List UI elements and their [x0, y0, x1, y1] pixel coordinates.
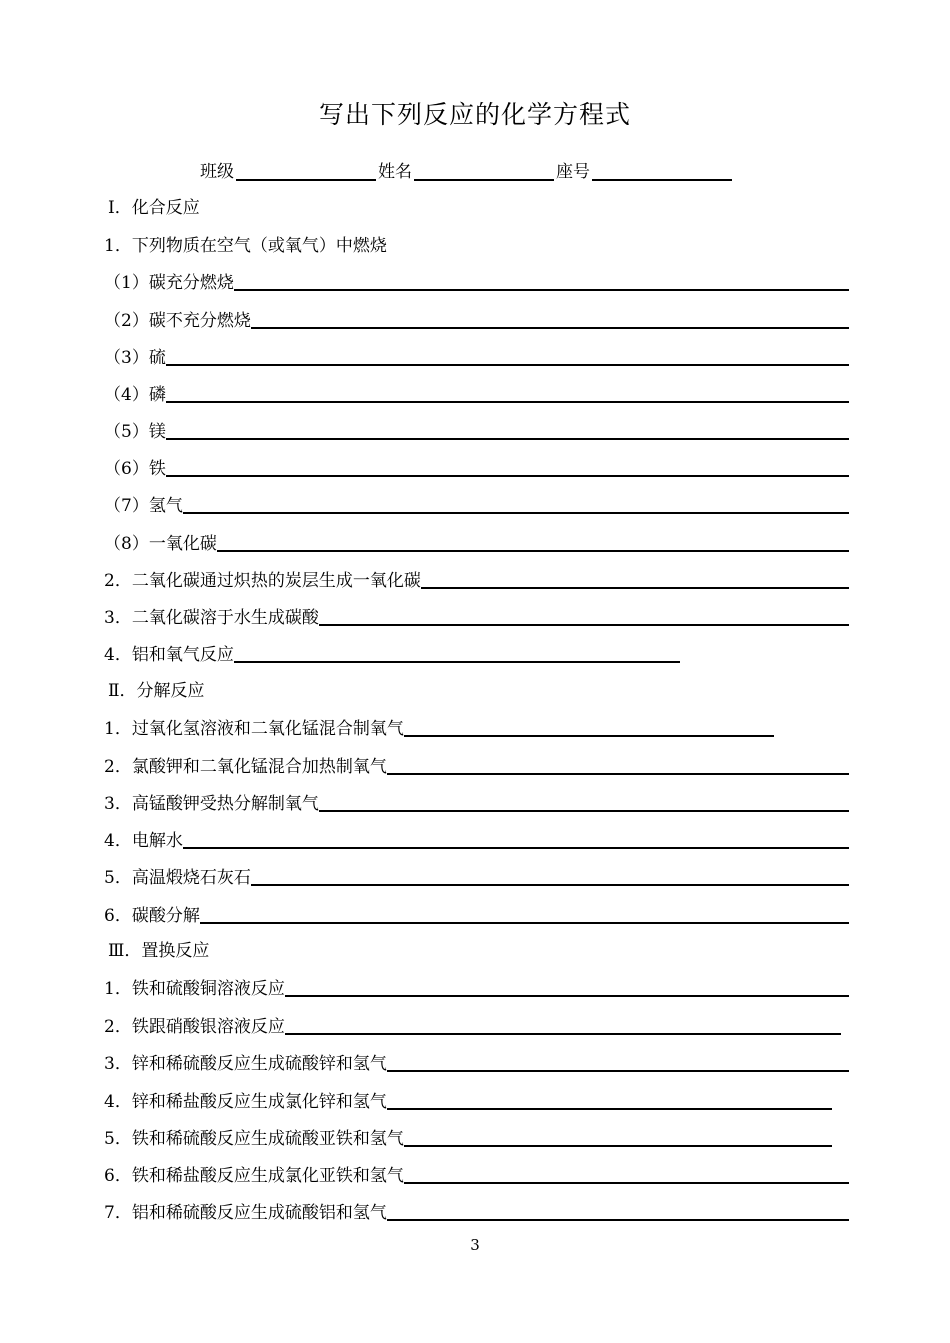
question-text: （7）氢气 [104, 496, 183, 516]
question-line [104, 1048, 849, 1076]
answer-blank[interactable] [166, 344, 849, 366]
answer-blank[interactable] [285, 1013, 841, 1035]
question-text: （2）碳不充分燃烧 [104, 311, 251, 331]
question-line [104, 305, 849, 333]
question-line [104, 230, 849, 258]
question-line [104, 342, 849, 370]
answer-blank[interactable] [166, 381, 849, 403]
question-line [104, 490, 849, 518]
question-text: 2．氯酸钾和二氧化锰混合加热制氧气 [104, 757, 387, 777]
answer-blank[interactable] [421, 567, 849, 589]
answer-blank[interactable] [404, 1162, 849, 1184]
question-line [104, 1197, 849, 1225]
question-line [104, 825, 849, 853]
section-heading-decomposition: Ⅱ．分解反应 [108, 681, 205, 701]
answer-blank[interactable] [183, 492, 849, 514]
answer-blank[interactable] [251, 864, 849, 886]
name-blank[interactable] [414, 161, 554, 181]
answer-blank[interactable] [217, 530, 849, 552]
question-line [104, 1123, 832, 1151]
question-text: 4．锌和稀盐酸反应生成氯化锌和氢气 [104, 1092, 387, 1112]
question-text: 7．铝和稀硫酸反应生成硫酸铝和氢气 [104, 1203, 387, 1223]
question-text: 2．二氧化碳通过炽热的炭层生成一氧化碳 [104, 571, 421, 591]
answer-blank[interactable] [251, 307, 849, 329]
answer-blank[interactable] [166, 455, 849, 477]
student-info-row [200, 158, 734, 182]
section-heading-displacement: Ⅲ．置换反应 [108, 941, 210, 961]
answer-blank[interactable] [234, 641, 680, 663]
question-text: 4．电解水 [104, 831, 183, 851]
question-text: 5．高温煅烧石灰石 [104, 868, 251, 888]
answer-blank[interactable] [166, 418, 849, 440]
question-text: （5）镁 [104, 422, 166, 442]
question-text: 5．铁和稀硫酸反应生成硫酸亚铁和氢气 [104, 1129, 404, 1149]
question-line [104, 900, 849, 928]
answer-blank[interactable] [200, 902, 849, 924]
question-line [104, 416, 849, 444]
question-text: 1．过氧化氢溶液和二氧化锰混合制氧气 [104, 719, 404, 739]
question-line [104, 751, 849, 779]
answer-blank[interactable] [404, 715, 774, 737]
page-title: 写出下列反应的化学方程式 [318, 100, 631, 129]
question-line [104, 713, 774, 741]
answer-blank[interactable] [319, 604, 849, 626]
answer-blank[interactable] [387, 1050, 849, 1072]
question-line [104, 1011, 841, 1039]
question-text: 3．二氧化碳溶于水生成碳酸 [104, 608, 319, 628]
answer-blank[interactable] [387, 753, 849, 775]
answer-blank[interactable] [319, 790, 849, 812]
answer-blank[interactable] [387, 1088, 832, 1110]
question-text: （8）一氧化碳 [104, 534, 217, 554]
question-line [104, 973, 849, 1001]
question-text: 1．铁和硫酸铜溶液反应 [104, 979, 285, 999]
question-line [104, 267, 849, 295]
question-text: （1）碳充分燃烧 [104, 273, 234, 293]
seat-blank[interactable] [592, 161, 732, 181]
class-blank[interactable] [236, 161, 376, 181]
question-line [104, 602, 849, 630]
question-text: 2．铁跟硝酸银溶液反应 [104, 1017, 285, 1037]
seat-label: 座号 [556, 162, 590, 182]
question-line [104, 453, 849, 481]
answer-blank[interactable] [285, 975, 849, 997]
answer-blank[interactable] [234, 269, 849, 291]
question-line [104, 565, 849, 593]
question-text: （4）磷 [104, 385, 166, 405]
question-line [104, 862, 849, 890]
answer-blank[interactable] [404, 1125, 832, 1147]
question-line [104, 639, 680, 667]
question-text: 3．锌和稀硫酸反应生成硫酸锌和氢气 [104, 1054, 387, 1074]
question-text: 6．碳酸分解 [104, 906, 200, 926]
question-text: （6）铁 [104, 459, 166, 479]
question-line [104, 1160, 849, 1188]
question-line [104, 379, 849, 407]
question-text: （3）硫 [104, 348, 166, 368]
question-line [104, 788, 849, 816]
question-text: 6．铁和稀盐酸反应生成氯化亚铁和氢气 [104, 1166, 404, 1186]
question-text: 1．下列物质在空气（或氧气）中燃烧 [104, 236, 387, 256]
question-line [104, 1086, 832, 1114]
class-label: 班级 [200, 162, 234, 182]
question-text: 3．高锰酸钾受热分解制氧气 [104, 794, 319, 814]
question-text: 4．铝和氧气反应 [104, 645, 234, 665]
page-number: 3 [470, 1236, 480, 1254]
section-heading-combination: Ⅰ．化合反应 [108, 198, 200, 218]
name-label: 姓名 [378, 162, 412, 182]
answer-blank[interactable] [183, 827, 849, 849]
question-line [104, 528, 849, 556]
answer-blank[interactable] [387, 1199, 849, 1221]
